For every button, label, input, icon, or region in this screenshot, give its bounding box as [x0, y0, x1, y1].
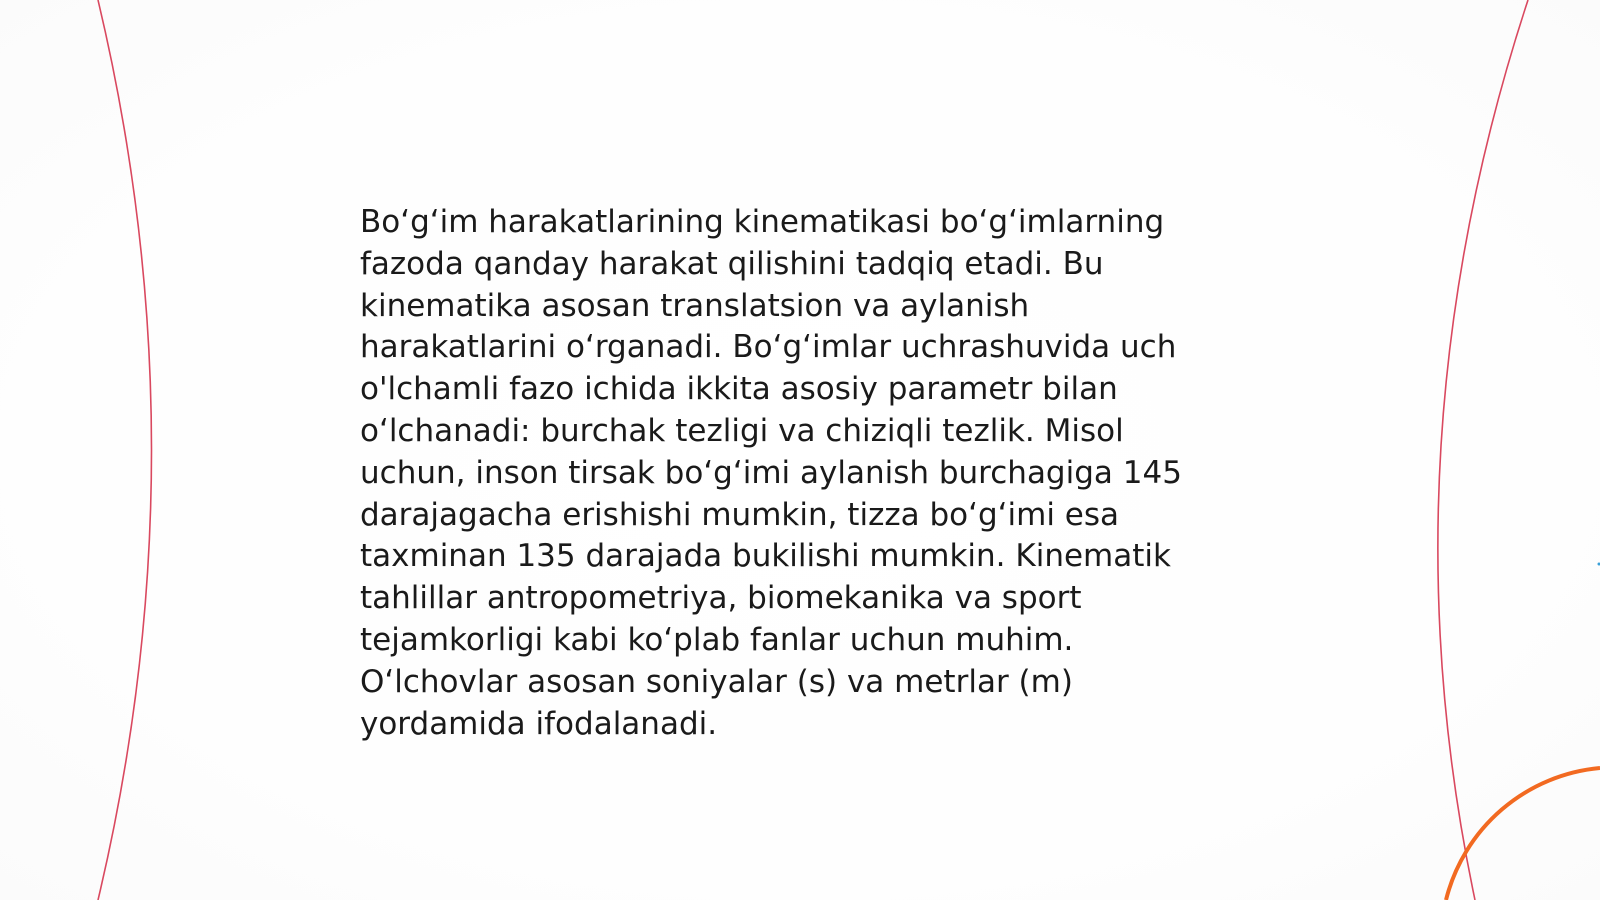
orange-arc	[1446, 768, 1600, 900]
left-curve-line	[98, 0, 152, 900]
right-curve-line	[1438, 0, 1528, 900]
body-paragraph: Bo‘g‘im harakatlarining kinematikasi bo‘g‘imlarning fazoda qanday harakat qilishini tadqiq etadi. Bu kinematika asosan translatsion va aylanish harakatlarini o‘rganadi. Bo‘g‘imlar uchrashuvida uch o'lchamli fazo ichida ikkita asosiy parametr bilan o‘lchanadi: burchak tezligi va chiziqli tezlik. Misol uchun, inson tirsak bo‘g‘imi aylanish burchagiga 145 darajagacha erishishi mumkin, tizza bo‘g‘imi esa taxminan 135 darajada bukilishi mumkin. Kinematik tahlillar antropometriya, biomekanika va sport tejamkorligi kabi ko‘plab fanlar uchun muhim. O‘lchovlar asosan soniyalar (s) va metrlar (m) yordamida ifodalanadi.	[360, 204, 1182, 742]
